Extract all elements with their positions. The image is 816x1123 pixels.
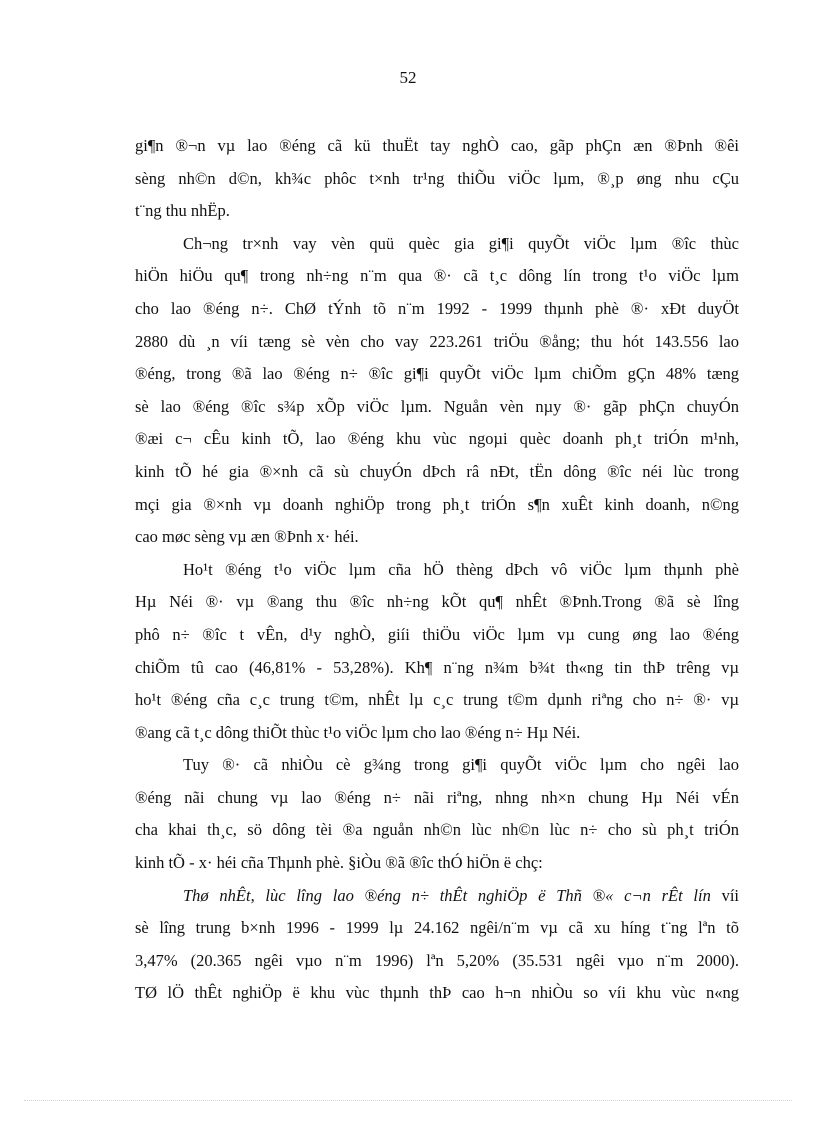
text-line: mçi gia ®×nh vµ doanh nghiÖp trong ph¸t triÓn s¶n xuÊt kinh doanh, n©ng [135,494,739,514]
text-line: kinh tÕ - x· héi cña Thµnh phè. §iÒu ®ã ®îc thÓ hiÖn ë chç: [135,853,543,873]
lead-rest: víi [710,885,739,905]
text-line: gi¶n ®¬n vµ lao ®éng cã kü thuËt tay nghÒ cao, gãp phÇn æn ®Þnh ®êi [135,136,739,155]
paragraph-4 [135,749,739,879]
paragraph-2 [135,228,739,554]
text-line: hiÖn hiÖu qu¶ trong nh÷ng n¨m qua ®· cã t¸c dông lín trong t¹o viÖc lµm [135,266,739,286]
text-line: TØ lÖ thÊt nghiÖp ë khu vùc thµnh thÞ cao h¬n nhiÒu so víi khu vùc n«ng [135,983,739,1003]
text-line: cho lao ®éng n÷. ChØ tÝnh tõ n¨m 1992 - 1999 thµnh phè ®· xÐt duyÖt [135,298,739,318]
text-line: chiÕm tû cao (46,81% - 53,28%). Kh¶ n¨ng n¾m b¾t th«ng tin thÞ trêng vµ [135,657,739,677]
text-line: Ch¬ng tr×nh vay vèn quü quèc gia gi¶i quyÕt viÖc lµm ®îc thùc [183,233,739,253]
paragraph-1 [135,130,739,228]
text-line: sè lao ®éng ®îc s¾p xÕp viÖc lµm. Nguån vèn nµy ®· gãp phÇn chuyÓn [135,396,739,416]
text-line: Hµ Néi ®· vµ ®ang thu ®îc nh÷ng kÕt qu¶ nhÊt ®Þnh.Trong ®ã sè lîng [135,592,739,612]
text-line: kinh tÕ hé gia ®×nh cã sù chuyÓn dÞch râ nÐt, tËn dông ®îc néi lùc trong [135,461,739,481]
text-line: 3,47% (20.365 ngêi vµo n¨m 1996) lªn 5,20% (35.531 ngêi vµo n¨m 2000). [135,950,739,970]
text-line: sèng nh©n d©n, kh¾c phôc t×nh tr¹ng thiÕu viÖc lµm, ®¸p øng nhu cÇu [135,168,739,188]
text-line: ®æi c¬ cÊu kinh tÕ, lao ®éng khu vùc ngoµi quèc doanh ph¸t triÓn m¹nh, [135,429,739,449]
page-number: 52 [399,68,417,87]
text-line: cao møc sèng vµ æn ®Þnh x· héi. [135,527,359,547]
paragraph-3 [135,554,739,750]
paragraph-5 [135,880,739,1010]
text-line: t¨ng thu nhËp. [135,201,230,221]
text-line: phô n÷ ®îc t vÊn, d¹y nghÒ, giíi thiÖu viÖc lµm vµ cung øng lao ®éng [135,624,739,644]
text-line: ®éng nãi chung vµ lao ®éng n÷ nãi riªng, nhng nh×n chung Hµ Néi vÉn [135,787,739,807]
italic-lead: Thø nhÊt, lùc lîng lao ®éng n÷ thÊt nghiÖp ë Thñ ®« c¬n rÊt lín [183,885,711,905]
text-line: Tuy ®· cã nhiÒu cè g¾ng trong gi¶i quyÕt viÖc lµm cho ngêi lao [183,755,739,775]
page-bottom-divider [24,1100,792,1101]
body-text [135,130,739,1010]
text-line: ®ang cã t¸c dông thiÕt thùc t¹o viÖc lµm cho lao ®éng n÷ Hµ Néi. [135,722,581,742]
text-line [135,880,739,913]
text-line: 2880 dù ¸n víi tæng sè vèn cho vay 223.261 triÖu ®ång; thu hót 143.556 lao [135,331,739,351]
text-line: ®éng, trong ®ã lao ®éng n÷ ®îc gi¶i quyÕt viÖc lµm chiÕm gÇn 48% tæng [135,364,739,384]
text-line: Ho¹t ®éng t¹o viÖc lµm cña hÖ thèng dÞch vô viÖc lµm thµnh phè [183,559,739,579]
text-line: sè lîng trung b×nh 1996 - 1999 lµ 24.162 ngêi/n¨m vµ cã xu híng t¨ng lªn tõ [135,918,739,938]
text-line: ho¹t ®éng cña c¸c trung t©m, nhÊt lµ c¸c trung t©m dµnh riªng cho n÷ ®· vµ [135,690,739,710]
text-line: cha khai th¸c, sö dông tèi ®a nguån nh©n lùc nh©n lùc n÷ cho sù ph¸t triÓn [135,820,739,840]
